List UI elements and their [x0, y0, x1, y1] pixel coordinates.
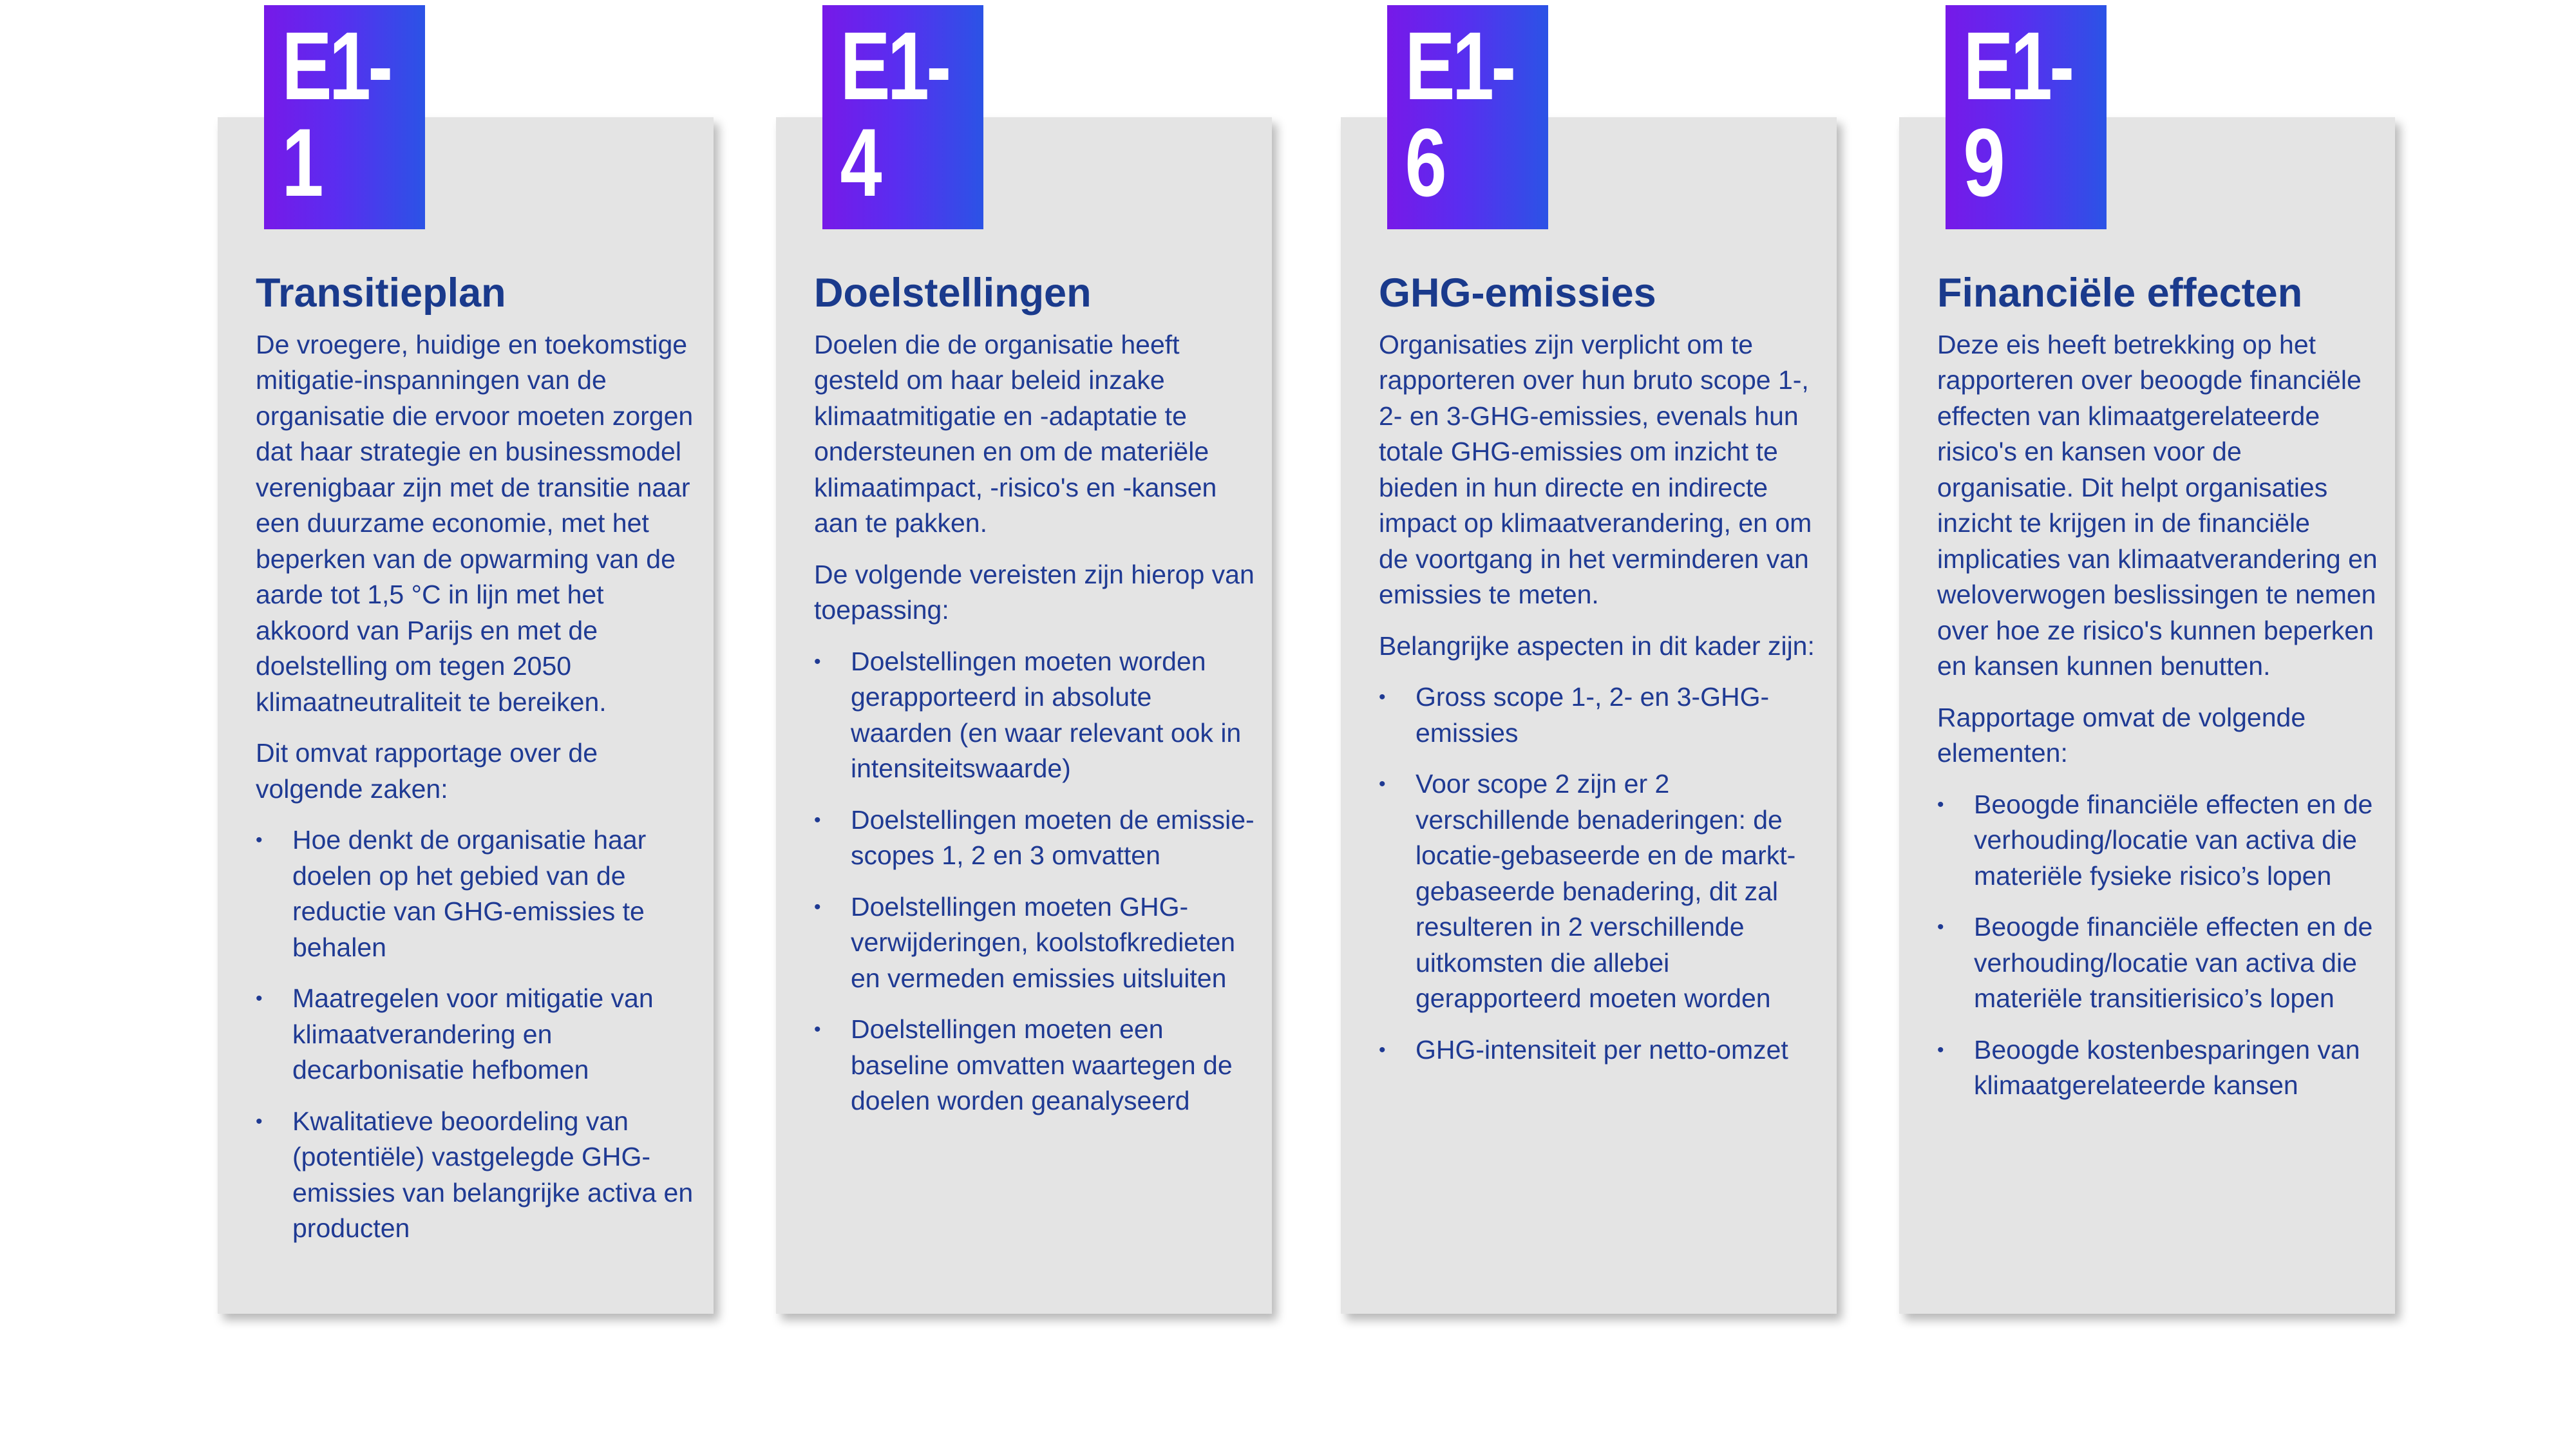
- list-item-text: Voor scope 2 zijn er 2 verschillende benaderingen: de locatie-gebaseerde en de markt-gebaseerde benadering, dit zal resulteren in 2 verschillende uitkomsten die allebei gerapporteerd moeten worden: [1416, 769, 1796, 1014]
- card-content: [1937, 269, 2382, 1119]
- code-label: E1-1: [281, 12, 390, 216]
- bullet-list: [814, 644, 1258, 1119]
- list-item: [814, 1012, 1258, 1119]
- card-title: Financiële effecten: [1937, 270, 2303, 316]
- card-paragraph: Deze eis heeft betrekking op het rapporteren over beoogde financiële effecten van klimaatgerelateerde risico's en kansen voor de organisatie. Dit helpt organisaties inzicht te krijgen in de financiële implicaties van klimaatverandering en weloverwogen beslissingen te nemen over hoe ze risico's kunnen beperken en kansen kunnen benutten.: [1937, 329, 2378, 681]
- card-paragraph: Dit omvat rapportage over de volgende zaken:: [256, 738, 598, 804]
- card-paragraph: Belangrijke aspecten in dit kader zijn:: [1379, 630, 1815, 661]
- card-paragraph: Rapportage omvat de volgende elementen:: [1937, 702, 2306, 768]
- list-item: [1379, 679, 1823, 751]
- card-paragraph: De vroegere, huidige en toekomstige mitigatie-inspanningen van de organisatie die ervoor moeten zorgen dat haar strategie en businessmodel verenigbaar zijn met de transitie naar een duurzame economie, met het beperken van de opwarming van de aarde tot 1,5 °C in lijn met het akkoord van Parijs en met de doelstelling om tegen 2050 klimaatneutraliteit te bereiken.: [256, 329, 694, 717]
- list-item-text: Kwalitatieve beoordeling van (potentiële) vastgelegde GHG-emissies van belangrijke activa en producten: [292, 1106, 694, 1244]
- list-item: [1937, 1032, 2382, 1104]
- list-item-text: Doelstellingen moeten worden gerapporteerd in absolute waarden (en waar relevant ook in intensiteitswaarde): [851, 646, 1242, 784]
- bullet-icon: •: [1937, 793, 1944, 815]
- list-item: [814, 644, 1258, 787]
- list-item-text: Beoogde kostenbesparingen van klimaatgerelateerde kansen: [1974, 1034, 2360, 1101]
- code-tab-e1-9: [1946, 5, 2107, 229]
- list-item-text: Doelstellingen moeten de emissie-scopes 1, 2 en 3 omvatten: [851, 804, 1255, 871]
- bullet-icon: •: [1937, 916, 1944, 938]
- code-tab-e1-4: [822, 5, 983, 229]
- card-title: Doelstellingen: [814, 270, 1092, 316]
- bullet-list: [256, 822, 700, 1247]
- code-tab-e1-6: [1387, 5, 1548, 229]
- list-item: [256, 1104, 700, 1247]
- list-item-text: Doelstellingen moeten een baseline omvatten waartegen de doelen worden geanalyseerd: [851, 1014, 1233, 1116]
- card-content: [256, 269, 700, 1262]
- code-tab-e1-1: [264, 5, 425, 229]
- card-content: [1379, 269, 1823, 1083]
- bullet-icon: •: [814, 809, 821, 831]
- bullet-icon: •: [1379, 687, 1386, 708]
- card-paragraph: De volgende vereisten zijn hierop van toepassing:: [814, 559, 1255, 625]
- card-paragraph: Organisaties zijn verplicht om te rapporteren over hun bruto scope 1-, 2- en 3-GHG-emissies, evenals hun totale GHG-emissies om inzicht te bieden in hun directe en indirecte impact op klimaatverandering, en om de voortgang in het verminderen van emissies te meten.: [1379, 329, 1812, 610]
- list-item-text: Beoogde financiële effecten en de verhouding/locatie van activa die materiële fysieke risico’s lopen: [1974, 789, 2373, 891]
- list-item-text: Doelstellingen moeten GHG-verwijderingen, koolstofkredieten en vermeden emissies uitsluiten: [851, 891, 1236, 993]
- bullet-list: [1379, 679, 1823, 1068]
- list-item-text: Gross scope 1-, 2- en 3-GHG-emissies: [1416, 682, 1770, 748]
- bullet-icon: •: [256, 1110, 263, 1132]
- list-item-text: Maatregelen voor mitigatie van klimaatverandering en decarbonisatie hefbomen: [292, 983, 654, 1085]
- bullet-icon: •: [814, 896, 821, 918]
- list-item: [256, 981, 700, 1088]
- list-item: [256, 822, 700, 965]
- card-content: [814, 269, 1258, 1135]
- list-item: [814, 802, 1258, 874]
- bullet-icon: •: [1379, 1039, 1386, 1061]
- bullet-icon: •: [1379, 773, 1386, 795]
- card-title: GHG-emissies: [1379, 270, 1656, 316]
- list-item-text: Hoe denkt de organisatie haar doelen op het gebied van de reductie van GHG-emissies te behalen: [292, 825, 647, 962]
- bullet-icon: •: [1937, 1039, 1944, 1061]
- list-item: [1379, 766, 1823, 1017]
- list-item: [814, 889, 1258, 997]
- card-paragraph: Doelen die de organisatie heeft gesteld om haar beleid inzake klimaatmitigatie en -adaptatie te ondersteunen en om de materiële klimaatimpact, -risico's en -kansen aan te pakken.: [814, 329, 1217, 538]
- bullet-icon: •: [256, 829, 263, 851]
- bullet-icon: •: [814, 650, 821, 672]
- code-label: E1-4: [840, 12, 949, 216]
- list-item-text: Beoogde financiële effecten en de verhouding/locatie van activa die materiële transitierisico’s lopen: [1974, 912, 2373, 1014]
- card-title: Transitieplan: [256, 270, 506, 316]
- bullet-icon: •: [256, 988, 263, 1010]
- bullet-icon: •: [814, 1019, 821, 1041]
- list-item-text: GHG-intensiteit per netto-omzet: [1416, 1034, 1788, 1065]
- bullet-list: [1937, 787, 2382, 1104]
- list-item: [1937, 909, 2382, 1017]
- list-item: [1379, 1032, 1823, 1068]
- code-label: E1-6: [1405, 12, 1513, 216]
- list-item: [1937, 787, 2382, 895]
- code-label: E1-9: [1963, 12, 2072, 216]
